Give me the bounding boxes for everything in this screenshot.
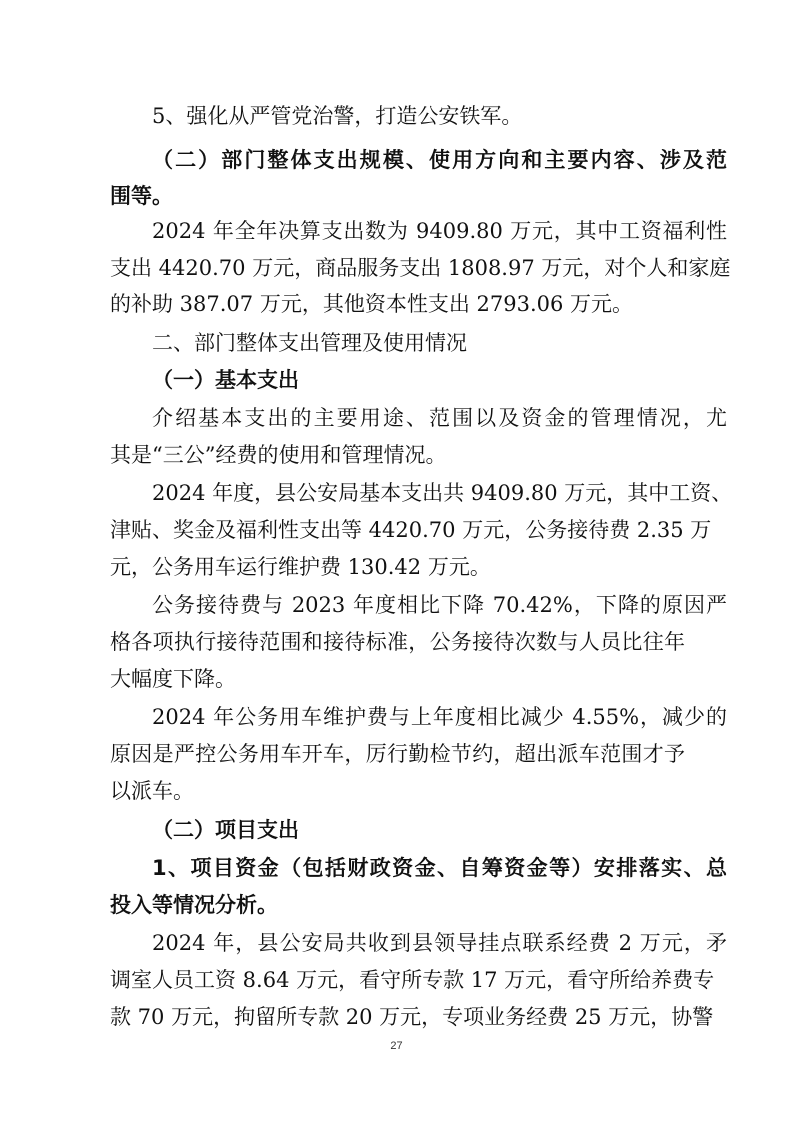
text-line: 以派车。 [110,779,194,803]
text-line: 格各项执行接待范围和接待标准，公务接待次数与人员比往年 [110,630,685,654]
text-line: 支出 4420.70 万元，商品服务支出 1808.97 万元，对个人和家庭 [110,256,731,280]
text-line: 的补助 387.07 万元，其他资本性支出 2793.06 万元。 [110,292,634,316]
text-line: 2024 年公务用车维护费与上年度相比减少 4.55%，减少的 [152,705,727,729]
subsection-heading: （一）基本支出 [152,368,299,392]
text-line: 5、强化从严管党治警，打造公安铁军。 [152,104,523,128]
page-number: 27 [390,1040,403,1052]
text-line: 介绍基本支出的主要用途、范围以及资金的管理情况，尤 [152,406,727,430]
text-line: 2024 年度，县公安局基本支出共 9409.80 万元，其中工资、 [152,481,733,505]
text-line: 大幅度下降。 [110,667,236,691]
item-heading-cont: 投入等情况分析。 [110,893,278,917]
text-line: 津贴、奖金及福利性支出等 4420.70 万元，公务接待费 2.35 万 [110,518,712,542]
section-heading: （二）部门整体支出规模、使用方向和主要内容、涉及范 [152,148,727,172]
section-heading-cont: 围等。 [110,184,173,208]
text-line: 调室人员工资 8.64 万元，看守所专款 17 万元，看守所给养费专 [110,968,715,992]
text-line: 款 70 万元，拘留所专款 20 万元，专项业务经费 25 万元，协警 [110,1005,714,1029]
text-line: 原因是严控公务用车开车，厉行勤检节约，超出派车范围才予 [110,742,685,766]
text-line: 公务接待费与 2023 年度相比下降 70.42%，下降的原因严 [152,593,727,617]
item-heading: 1、项目资金（包括财政资金、自筹资金等）安排落实、总 [152,856,727,880]
chapter-heading: 二、部门整体支出管理及使用情况 [152,331,467,355]
text-line: 2024 年全年决算支出数为 9409.80 万元，其中工资福利性 [152,219,727,243]
text-line: 元，公务用车运行维护费 130.42 万元。 [110,555,491,579]
subsection-heading: （二）项目支出 [152,818,299,842]
text-line: 2024 年，县公安局共收到县领导挂点联系经费 2 万元，矛 [152,931,727,955]
text-line: 其是“三公”经费的使用和管理情况。 [110,443,447,467]
